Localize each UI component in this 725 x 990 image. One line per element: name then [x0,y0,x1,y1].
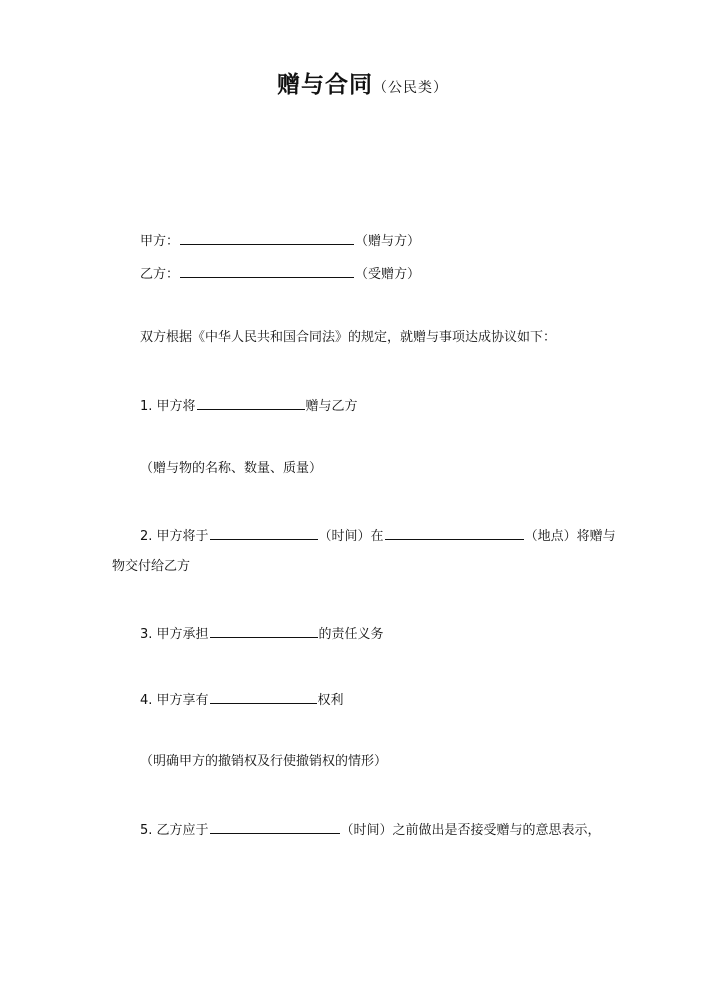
clause-4-pre: 4. 甲方享有 [140,693,209,708]
document-title [0,66,725,99]
clause-1 [140,396,358,415]
party-a-line [140,231,420,250]
clause-1-blank[interactable] [197,396,305,410]
clause-4-post: 权利 [317,693,344,708]
clause-3-pre: 3. 甲方承担 [140,627,209,642]
clause-1-note: （赠与物的名称、数量、质量） [140,461,323,476]
title-sub: （公民类） [373,80,448,96]
clause-2-time: （时间）在 [318,529,384,544]
party-b-blank[interactable] [180,264,354,278]
clause-2-pre: 2. 甲方将于 [140,529,209,544]
clause-2-continued: 物交付给乙方 [112,559,191,574]
clause-4-note: （明确甲方的撤销权及行使撤销权的情形） [140,754,388,769]
clause-2-place-blank[interactable] [385,526,524,540]
clause-5-post: （时间）之前做出是否接受赠与的意思表示， [340,823,601,838]
party-a-role: （赠与方） [355,234,421,249]
clause-5-pre: 5. 乙方应于 [140,823,209,838]
clause-4-blank[interactable] [210,690,317,704]
clause-2-post: （地点）将赠与 [524,529,616,544]
clause-3 [140,624,384,643]
clause-3-post: 的责任义务 [318,627,384,642]
party-a-blank[interactable] [180,231,354,245]
party-b-role: （受赠方） [355,267,421,282]
clause-1-pre: 1. 甲方将 [140,399,196,414]
party-b-line [140,264,420,283]
clause-4 [140,690,344,709]
clause-5 [140,820,601,839]
clause-1-post: 赠与乙方 [305,399,358,414]
party-b-label: 乙方： [140,267,180,282]
clause-2 [140,526,616,545]
title-main: 赠与合同 [277,72,373,98]
intro-paragraph: 双方根据《中华人民共和国合同法》的规定，就赠与事项达成协议如下： [140,330,557,345]
clause-3-blank[interactable] [210,624,318,638]
clause-2-time-blank[interactable] [210,526,318,540]
party-a-label: 甲方： [140,234,180,249]
clause-5-blank[interactable] [210,820,340,834]
